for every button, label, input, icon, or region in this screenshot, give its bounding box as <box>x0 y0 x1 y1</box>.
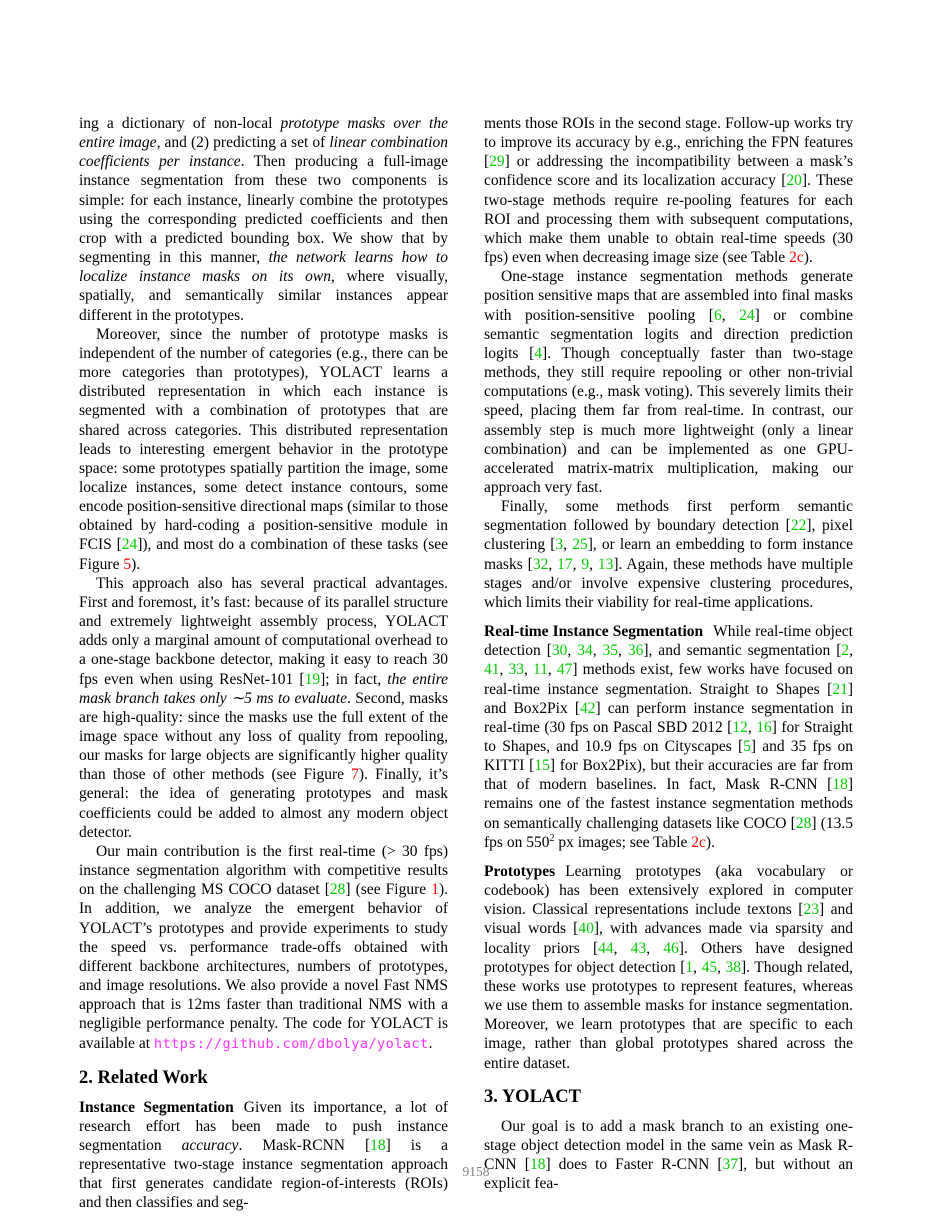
citation-link[interactable]: 47 <box>556 661 573 679</box>
citation-link[interactable]: 18 <box>529 1155 546 1173</box>
text-run: , <box>499 661 509 679</box>
text-run: , <box>592 642 603 660</box>
text-run: ], or learn an embedding to form instance masks [ <box>484 536 853 573</box>
paragraph <box>484 622 853 852</box>
section-heading: 2. Related Work <box>79 1067 208 1088</box>
citation-link[interactable]: 11 <box>532 661 548 679</box>
text-run: ]. Others have designed prototypes for object detection [ <box>484 939 854 976</box>
citation-link[interactable]: 34 <box>577 642 593 660</box>
citation-link[interactable]: 20 <box>786 172 802 190</box>
citation-link[interactable]: 43 <box>630 939 647 957</box>
text-run: ] or addressing the incompatibility between a mask’s confidence score and its localization accuracy [ <box>484 153 853 190</box>
text-run: ]. Though related, these works use prototypes to represent features, whereas we use them to assemble masks for instance segmentation. Moreover, we learn prototypes that are specific to each image, rather than global prototypes shared across the entire dataset. <box>484 958 853 1072</box>
left-column <box>79 114 448 1213</box>
paragraph <box>79 1098 448 1213</box>
text-run: ). Finally, it’s general: the idea of generating prototypes and mask coefficients could be added to almost any modern object detector. <box>79 766 448 841</box>
text-run: While real-time object detection [ <box>484 623 853 660</box>
text-run: ). <box>705 833 715 851</box>
text-run: ments those ROIs in the second stage. Follow-up works try to improve its accuracy by e.g., enriching the FPN features [ <box>484 115 853 171</box>
text-run: , <box>646 939 664 957</box>
citation-link[interactable]: 32 <box>532 555 549 573</box>
italic-text: the entire mask branch takes only ∼5 ms to evaluate <box>79 670 448 707</box>
citation-link[interactable]: 17 <box>557 555 573 573</box>
citation-link[interactable]: 33 <box>508 661 524 679</box>
text-run: ], and semantic segmentation [ <box>643 642 842 660</box>
italic-text: linear combination coefficients per instance <box>79 134 448 171</box>
text-run: , <box>717 958 726 976</box>
text-run: This approach also has several practical advantages. First and foremost, it’s fast: because of its parallel structure and extremely lightweight assembly process, YOLACT adds only a marginal amount of computational overhead to a one-stage backbone detector, making it easy to reach 30 fps even when using ResNet-101 [ <box>79 574 448 688</box>
text-run: Learning prototypes (aka vocabulary or codebook) has been extensively explored in computer vision. Classical representations include textons [ <box>484 862 853 919</box>
text-run: . Mask-RCNN [ <box>238 1136 371 1154</box>
citation-link[interactable]: 22 <box>790 517 807 535</box>
text-run: , <box>523 661 533 679</box>
text-run: ). <box>131 555 141 573</box>
text-run: , <box>721 306 740 324</box>
text-run: ] for Box2Pix), but their accuracies are far from that of modern baselines. In fact, Mask R-CNN [ <box>484 757 853 794</box>
text-run: . <box>428 1034 433 1052</box>
text-run: ] and Box2Pix [ <box>484 680 853 717</box>
figure-ref-link[interactable]: 2c <box>691 833 706 851</box>
text-run: , where visually, spatially, and semantically similar instances appear different in the prototypes. <box>79 268 448 324</box>
citation-link[interactable]: 19 <box>304 670 321 688</box>
citation-link[interactable]: 29 <box>489 153 505 171</box>
text-run: ] is a representative two-stage instance segmentation approach that first generates candidate region-of-interests (ROIs) and then classifies and seg- <box>79 1136 448 1212</box>
figure-ref-link[interactable]: 7 <box>351 766 359 784</box>
text-run: Our goal is to add a mask branch to an existing one-stage object detection model in the same vein as Mask R-CNN [ <box>484 1117 853 1173</box>
run-in-label: Prototypes <box>484 862 556 880</box>
citation-link[interactable]: 44 <box>598 939 614 957</box>
citation-link[interactable]: 41 <box>484 661 500 679</box>
citation-link[interactable]: 35 <box>602 642 619 660</box>
citation-link[interactable]: 5 <box>743 738 751 755</box>
text-run: ] can perform instance segmentation in real-time (30 fps on Pascal SBD 2012 [ <box>484 699 853 736</box>
text-run: ] and 35 fps on KITTI [ <box>484 738 853 775</box>
citation-link[interactable]: 42 <box>579 699 596 717</box>
text-run: ], pixel clustering [ <box>484 517 853 554</box>
paragraph <box>484 267 853 497</box>
text-run: ]), and most do a combination of these tasks (see Figure <box>79 536 448 573</box>
citation-link[interactable]: 9 <box>581 555 590 573</box>
text-run: ing a dictionary of non-local <box>79 115 281 132</box>
text-run: ]. Though conceptually faster than two-stage methods, they still require repooling or other non-trivial computations (e.g., mask voting). This severely limits their speed, placing them far from real-time. In contrast, our assembly step is much more lightweight (only a linear combination) and can be implemented as one GPU-accelerated matrix-matrix multiplication, making our approach very fast. <box>484 344 853 496</box>
url-link[interactable]: https://github.com/dbolya/yolact <box>153 1035 429 1052</box>
text-run: ] for Straight to Shapes, and 10.9 fps on Cityscapes [ <box>484 718 853 755</box>
citation-link[interactable]: 38 <box>725 958 741 976</box>
citation-link[interactable]: 13 <box>597 555 614 573</box>
citation-link[interactable]: 4 <box>534 344 543 362</box>
text-run: ], with advances made via sparsity and locality priors [ <box>484 920 853 957</box>
text-run: , <box>747 718 757 736</box>
paragraph <box>484 862 853 1073</box>
citation-link[interactable]: 18 <box>832 776 848 794</box>
text-run: ]; in fact, <box>320 670 388 688</box>
text-run: , <box>849 642 854 660</box>
text-run: , <box>613 939 631 957</box>
italic-text: the network learns how to localize instance masks on its own <box>79 249 448 286</box>
paragraph <box>79 574 448 842</box>
text-run: , <box>567 642 578 660</box>
text-run: ]. Again, these methods have multiple stages and/or involve expensive clustering procedures, which limits their viability for real-time applications. <box>484 555 854 611</box>
italic-text: prototype masks over the entire image <box>79 115 448 152</box>
page-number: 9158 <box>462 1164 490 1179</box>
citation-link[interactable]: 3 <box>555 536 564 554</box>
text-run: ] (13.5 fps on 550 <box>484 814 853 851</box>
text-run: Given its importance, a lot of research effort has been made to push instance segmentation <box>79 1098 448 1154</box>
paragraph <box>79 114 448 325</box>
text-run: , and (2) predicting a set of <box>156 134 330 152</box>
paragraph <box>484 114 853 267</box>
text-run: Finally, some methods first perform semantic segmentation followed by boundary detection [ <box>484 498 853 535</box>
paragraph <box>484 1117 853 1194</box>
citation-link[interactable]: 30 <box>551 642 568 660</box>
text-run: , <box>547 661 557 679</box>
text-run: One-stage instance segmentation methods generate position sensitive maps that are assembled into final masks with position-sensitive pooling [ <box>484 268 853 324</box>
figure-ref-link[interactable]: 5 <box>123 555 132 573</box>
text-run: ). <box>803 249 813 267</box>
citation-link[interactable]: 24 <box>739 306 755 324</box>
text-run: . Second, masks are high-quality: since the masks use the full extent of the image space without any loss of quality from repooling, our masks for large objects are significantly higher quality than those of other methods (see Figure <box>79 689 448 784</box>
text-run: ] (see Figure <box>345 881 432 899</box>
text-run: ], but without an explicit fea- <box>484 1155 854 1193</box>
run-in-label: Instance Segmentation <box>79 1098 234 1116</box>
citation-link[interactable]: 45 <box>701 958 718 976</box>
text-run: , <box>548 555 558 573</box>
text-run: , <box>563 536 573 554</box>
citation-link[interactable]: 15 <box>534 757 550 775</box>
paragraph <box>79 325 448 574</box>
citation-link[interactable]: 1 <box>685 958 694 976</box>
figure-ref-link[interactable]: 2c <box>789 249 804 267</box>
text-run: ] or combine semantic segmentation logits and direction prediction logits [ <box>484 306 854 362</box>
italic-text: accuracy <box>181 1136 239 1154</box>
citation-link[interactable]: 46 <box>663 939 679 957</box>
paragraph <box>79 842 448 1054</box>
text-run: ] remains one of the fastest instance segmentation methods on semantically challenging datasets like COCO [ <box>484 776 853 832</box>
text-run: , <box>693 958 702 976</box>
figure-ref-link[interactable]: 1 <box>431 881 439 899</box>
citation-link[interactable]: 18 <box>370 1136 386 1154</box>
citation-link[interactable]: 12 <box>732 718 748 736</box>
text-run: Our main contribution is the first real-time (> 30 fps) instance segmentation algorithm with competitive results on the challenging MS COCO dataset [ <box>79 842 448 899</box>
citation-link[interactable]: 37 <box>722 1155 739 1173</box>
citation-link[interactable]: 23 <box>803 901 819 919</box>
citation-link[interactable]: 28 <box>329 881 346 899</box>
text-run: px images; see Table <box>554 833 692 851</box>
text-run: Moreover, since the number of prototype masks is independent of the number of categories (e.g., there can be more categories than prototypes), YOLACT learns a distributed representation in which each instance is segmented with a combination of prototypes that are shared across categories. This distributed representation leads to interesting emergent behavior in the prototype space: some prototypes spatially partition the image, some localize instances, some detect instance contours, some encode position-sensitive directional maps (similar to those obtained by hard-coding a position-sensitive module in FCIS [ <box>79 325 448 554</box>
citation-link[interactable]: 36 <box>627 642 644 660</box>
text-run: , <box>572 555 582 573</box>
text-run: ] methods exist, few works have focused on real-time instance segmentation. Straight to Shapes [ <box>484 661 854 698</box>
citation-link[interactable]: 24 <box>121 536 138 554</box>
paragraph <box>484 497 853 612</box>
citation-link[interactable]: 40 <box>578 920 594 938</box>
citation-link[interactable]: 16 <box>756 718 772 736</box>
text-run: ]. These two-stage methods require re-pooling features for each ROI and processing them with subsequent computations, which make them unable to obtain real-time speeds (30 fps) even when decreasing image size (see Table <box>484 172 853 267</box>
citation-link[interactable]: 25 <box>572 536 588 554</box>
citation-link[interactable]: 6 <box>713 306 722 324</box>
text-run: , <box>618 642 628 660</box>
text-run: . Then producing a full-image instance segmentation from these two components is simple: for each instance, linearly combine the prototypes using the corresponding predicted coefficients and then crop with a predicted bounding box. We show that by segmenting in this manner, <box>79 153 448 267</box>
text-run: ] does to Faster R-CNN [ <box>545 1155 723 1173</box>
right-column <box>484 114 853 1193</box>
citation-link[interactable]: 2 <box>841 642 850 660</box>
citation-link[interactable]: 21 <box>832 680 848 698</box>
superscript: 2 <box>549 832 555 844</box>
text-run: , <box>589 555 598 573</box>
section-heading: 3. YOLACT <box>484 1086 581 1107</box>
text-run: ] and visual words [ <box>484 901 853 938</box>
text-run: ). In addition, we analyze the emergent behavior of YOLACT’s prototypes and provide experiments to study the speed vs. performance trade-offs obtained with different backbone architectures, numbers of prototypes, and image resolutions. We also provide a novel Fast NMS approach that is 12ms faster than traditional NMS with a negligible performance penalty. The code for YOLACT is available at <box>79 881 448 1052</box>
citation-link[interactable]: 28 <box>795 814 812 832</box>
run-in-label: Real-time Instance Segmentation <box>484 623 704 641</box>
